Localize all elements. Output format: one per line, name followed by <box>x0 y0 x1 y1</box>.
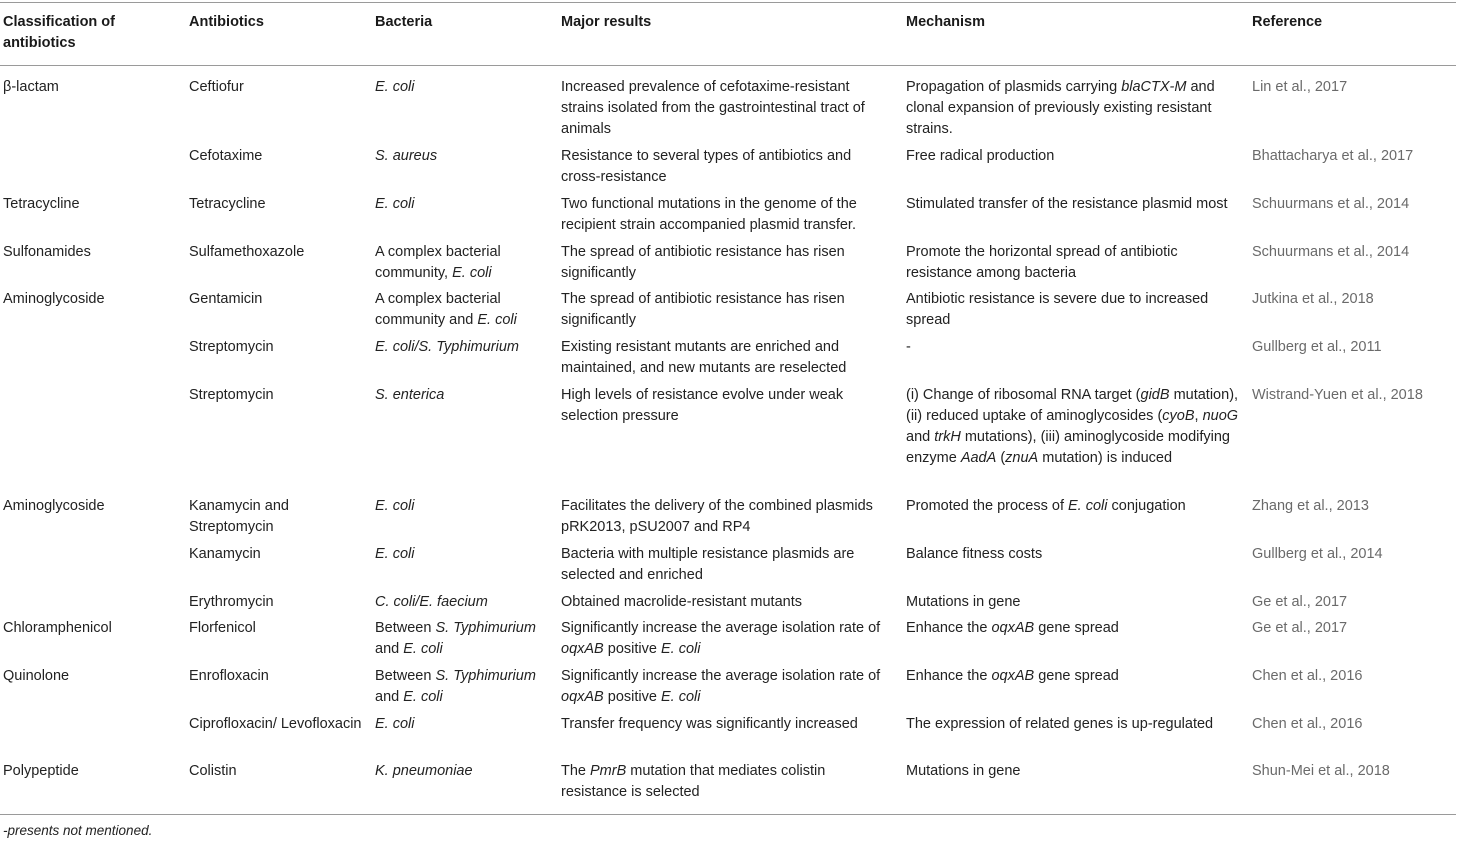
text-segment: E. coli <box>375 498 415 514</box>
header-reference: Reference <box>1252 14 1323 30</box>
cell-major-result: The spread of antibiotic resistance has risen significantly <box>561 244 845 281</box>
text-segment: ( <box>996 450 1006 466</box>
text-segment: E. coli/S. Typhimurium <box>375 339 519 355</box>
text-segment: mutation), (ii) reduced uptake of aminoglycosides ( <box>906 387 1239 424</box>
cell-reference: Schuurmans et al., 2014 <box>1252 196 1410 212</box>
cell-bacteria <box>375 289 555 331</box>
text-segment: Promoted the process of <box>906 498 1068 514</box>
text-segment: E. coli <box>452 265 492 281</box>
text-segment: Free radical production <box>906 148 1055 164</box>
cell-antibiotic: Kanamycin and Streptomycin <box>189 498 289 535</box>
text-segment: E. coli <box>660 641 701 657</box>
text-segment: E. coli <box>1068 498 1108 514</box>
text-segment: A complex bacterial community and <box>375 291 501 328</box>
text-segment: and <box>906 429 935 445</box>
cell-classification: Sulfonamides <box>3 244 91 260</box>
cell-mechanism <box>906 666 1241 687</box>
cell-major-result: Increased prevalence of cefotaxime-resistant strains isolated from the gastrointestinal tract of animals <box>561 79 865 137</box>
cell-major-result: Bacteria with multiple resistance plasmids are selected and enriched <box>561 546 855 583</box>
cell-antibiotic: Streptomycin <box>189 339 274 355</box>
cell-antibiotic: Sulfamethoxazole <box>189 244 305 260</box>
cell-reference: Ge et al., 2017 <box>1252 620 1348 636</box>
text-segment: and <box>375 641 404 657</box>
cell-reference: Ge et al., 2017 <box>1252 594 1348 610</box>
text-segment: Significantly increase the average isolation rate of <box>561 668 881 684</box>
text-segment: PmrB <box>590 763 627 779</box>
text-segment: K. pneumoniae <box>375 763 473 779</box>
text-segment: A complex bacterial community, <box>375 244 501 281</box>
cell-classification: Aminoglycoside <box>3 291 105 307</box>
text-segment: cyoB <box>1162 408 1195 424</box>
text-segment: E. coli <box>375 546 415 562</box>
text-segment: gidB <box>1140 387 1170 403</box>
cell-antibiotic: Tetracycline <box>189 196 266 212</box>
cell-bacteria <box>375 544 555 565</box>
text-segment: E. coli <box>403 689 443 705</box>
cell-classification: Chloramphenicol <box>3 620 112 636</box>
cell-major-result <box>561 761 891 803</box>
text-segment: , <box>1194 408 1203 424</box>
text-segment: Balance fitness costs <box>906 546 1043 562</box>
text-segment: The <box>561 763 591 779</box>
text-segment: E. coli <box>375 716 415 732</box>
cell-major-result: High levels of resistance evolve under weak selection pressure <box>561 387 844 424</box>
cell-major-result: Obtained macrolide-resistant mutants <box>561 594 802 610</box>
text-segment: E. coli <box>477 312 517 328</box>
cell-mechanism <box>906 385 1241 469</box>
text-segment: znuA <box>1005 450 1039 466</box>
cell-antibiotic: Enrofloxacin <box>189 668 269 684</box>
cell-major-result <box>561 666 891 708</box>
cell-bacteria <box>375 146 555 167</box>
cell-antibiotic: Streptomycin <box>189 387 274 403</box>
cell-mechanism <box>906 592 1241 613</box>
text-segment: Antibiotic resistance is severe due to increased spread <box>906 291 1209 328</box>
cell-bacteria <box>375 385 555 406</box>
cell-reference: Gullberg et al., 2014 <box>1252 546 1383 562</box>
text-segment: Propagation of plasmids carrying <box>906 79 1122 95</box>
text-segment: Mutations in gene <box>906 763 1021 779</box>
cell-bacteria <box>375 666 555 708</box>
text-segment: mutation that mediates colistin resistance is selected <box>561 763 826 800</box>
header-rule <box>0 65 1456 66</box>
text-segment: and <box>375 689 404 705</box>
table-footnote: -presents not mentioned. <box>3 823 153 838</box>
header-classification: Classification of antibiotics <box>3 14 115 51</box>
cell-reference: Jutkina et al., 2018 <box>1252 291 1374 307</box>
text-segment: Enhance the <box>906 668 992 684</box>
text-segment: S. Typhimurium <box>435 620 536 636</box>
text-segment: gene spread <box>1034 620 1119 636</box>
text-segment: E. coli <box>403 641 443 657</box>
text-segment: Mutations in gene <box>906 594 1021 610</box>
cell-antibiotic: Gentamicin <box>189 291 263 307</box>
text-segment: oqxAB <box>991 620 1035 636</box>
cell-mechanism <box>906 714 1241 735</box>
cell-mechanism <box>906 337 1241 358</box>
cell-mechanism <box>906 194 1241 215</box>
cell-antibiotic: Ciprofloxacin/ Levofloxacin <box>189 716 362 732</box>
cell-bacteria <box>375 77 555 98</box>
cell-reference: Zhang et al., 2013 <box>1252 498 1369 514</box>
cell-mechanism <box>906 289 1241 331</box>
cell-bacteria <box>375 618 555 660</box>
text-segment: mutations), (iii) aminoglycoside modifying enzyme <box>906 429 1230 466</box>
text-segment: Stimulated transfer of the resistance plasmid most <box>906 196 1228 212</box>
cell-antibiotic: Cefotaxime <box>189 148 263 164</box>
text-segment: AadA <box>960 450 997 466</box>
cell-mechanism <box>906 496 1241 517</box>
cell-bacteria <box>375 714 555 735</box>
cell-major-result <box>561 618 891 660</box>
cell-classification: Aminoglycoside <box>3 498 105 514</box>
cell-reference: Lin et al., 2017 <box>1252 79 1348 95</box>
text-segment: gene spread <box>1034 668 1119 684</box>
text-segment: Promote the horizontal spread of antibiotic resistance among bacteria <box>906 244 1178 281</box>
text-segment: E. coli <box>375 79 415 95</box>
cell-classification: Tetracycline <box>3 196 80 212</box>
cell-mechanism <box>906 146 1241 167</box>
cell-reference: Shun-Mei et al., 2018 <box>1252 763 1390 779</box>
text-segment: E. coli <box>375 196 415 212</box>
text-segment: oqxAB <box>561 641 604 657</box>
cell-antibiotic: Colistin <box>189 763 237 779</box>
cell-classification: β-lactam <box>3 79 59 95</box>
text-segment: mutation) is induced <box>1038 450 1173 466</box>
cell-reference: Gullberg et al., 2011 <box>1252 339 1382 355</box>
cell-antibiotic: Erythromycin <box>189 594 274 610</box>
cell-mechanism <box>906 544 1241 565</box>
header-antibiotics: Antibiotics <box>189 14 264 30</box>
text-segment: S. aureus <box>375 148 438 164</box>
cell-mechanism <box>906 242 1241 284</box>
cell-reference: Chen et al., 2016 <box>1252 716 1363 732</box>
cell-bacteria <box>375 194 555 215</box>
cell-mechanism <box>906 77 1241 140</box>
cell-classification: Quinolone <box>3 668 70 684</box>
cell-reference: Wistrand-Yuen et al., 2018 <box>1252 387 1423 403</box>
text-segment: (i) Change of ribosomal RNA target ( <box>906 387 1141 403</box>
cell-classification: Polypeptide <box>3 763 79 779</box>
cell-major-result: The spread of antibiotic resistance has risen significantly <box>561 291 845 328</box>
text-segment: Significantly increase the average isolation rate of <box>561 620 881 636</box>
top-rule <box>0 2 1456 3</box>
cell-bacteria <box>375 496 555 517</box>
cell-major-result: Existing resistant mutants are enriched and maintained, and new mutants are reselected <box>561 339 847 376</box>
cell-mechanism <box>906 618 1241 639</box>
cell-antibiotic: Kanamycin <box>189 546 261 562</box>
header-mechanism: Mechanism <box>906 14 985 30</box>
cell-major-result: Resistance to several types of antibiotics and cross-resistance <box>561 148 852 185</box>
header-major-results: Major results <box>561 14 652 30</box>
text-segment: trkH <box>934 429 961 445</box>
cell-bacteria <box>375 592 555 613</box>
text-segment: The expression of related genes is up-regulated <box>906 716 1214 732</box>
text-segment: S. enterica <box>375 387 445 403</box>
text-segment: positive <box>603 689 661 705</box>
text-segment: conjugation <box>1107 498 1186 514</box>
text-segment: Between <box>375 620 436 636</box>
cell-bacteria <box>375 242 555 284</box>
text-segment: oqxAB <box>561 689 604 705</box>
bottom-rule <box>0 814 1456 815</box>
text-segment: C. coli/E. faecium <box>375 594 488 610</box>
cell-antibiotic: Florfenicol <box>189 620 256 636</box>
text-segment: oqxAB <box>991 668 1035 684</box>
text-segment: positive <box>603 641 661 657</box>
header-bacteria: Bacteria <box>375 14 433 30</box>
text-segment: - <box>906 339 911 355</box>
text-segment: E. coli <box>660 689 701 705</box>
text-segment: and clonal expansion of previously existing resistant strains. <box>906 79 1215 137</box>
text-segment: S. Typhimurium <box>435 668 536 684</box>
cell-bacteria <box>375 337 555 358</box>
cell-antibiotic: Ceftiofur <box>189 79 244 95</box>
cell-mechanism <box>906 761 1241 782</box>
cell-reference: Bhattacharya et al., 2017 <box>1252 148 1414 164</box>
cell-major-result: Facilitates the delivery of the combined plasmids pRK2013, pSU2007 and RP4 <box>561 498 873 535</box>
text-segment: Between <box>375 668 436 684</box>
cell-bacteria <box>375 761 555 782</box>
text-segment: nuoG <box>1202 408 1239 424</box>
cell-reference: Schuurmans et al., 2014 <box>1252 244 1410 260</box>
text-segment: blaCTX-M <box>1121 79 1187 95</box>
text-segment: Enhance the <box>906 620 992 636</box>
cell-major-result: Two functional mutations in the genome of the recipient strain accompanied plasmid transfer. <box>561 196 857 233</box>
cell-reference: Chen et al., 2016 <box>1252 668 1363 684</box>
cell-major-result: Transfer frequency was significantly increased <box>561 716 858 732</box>
